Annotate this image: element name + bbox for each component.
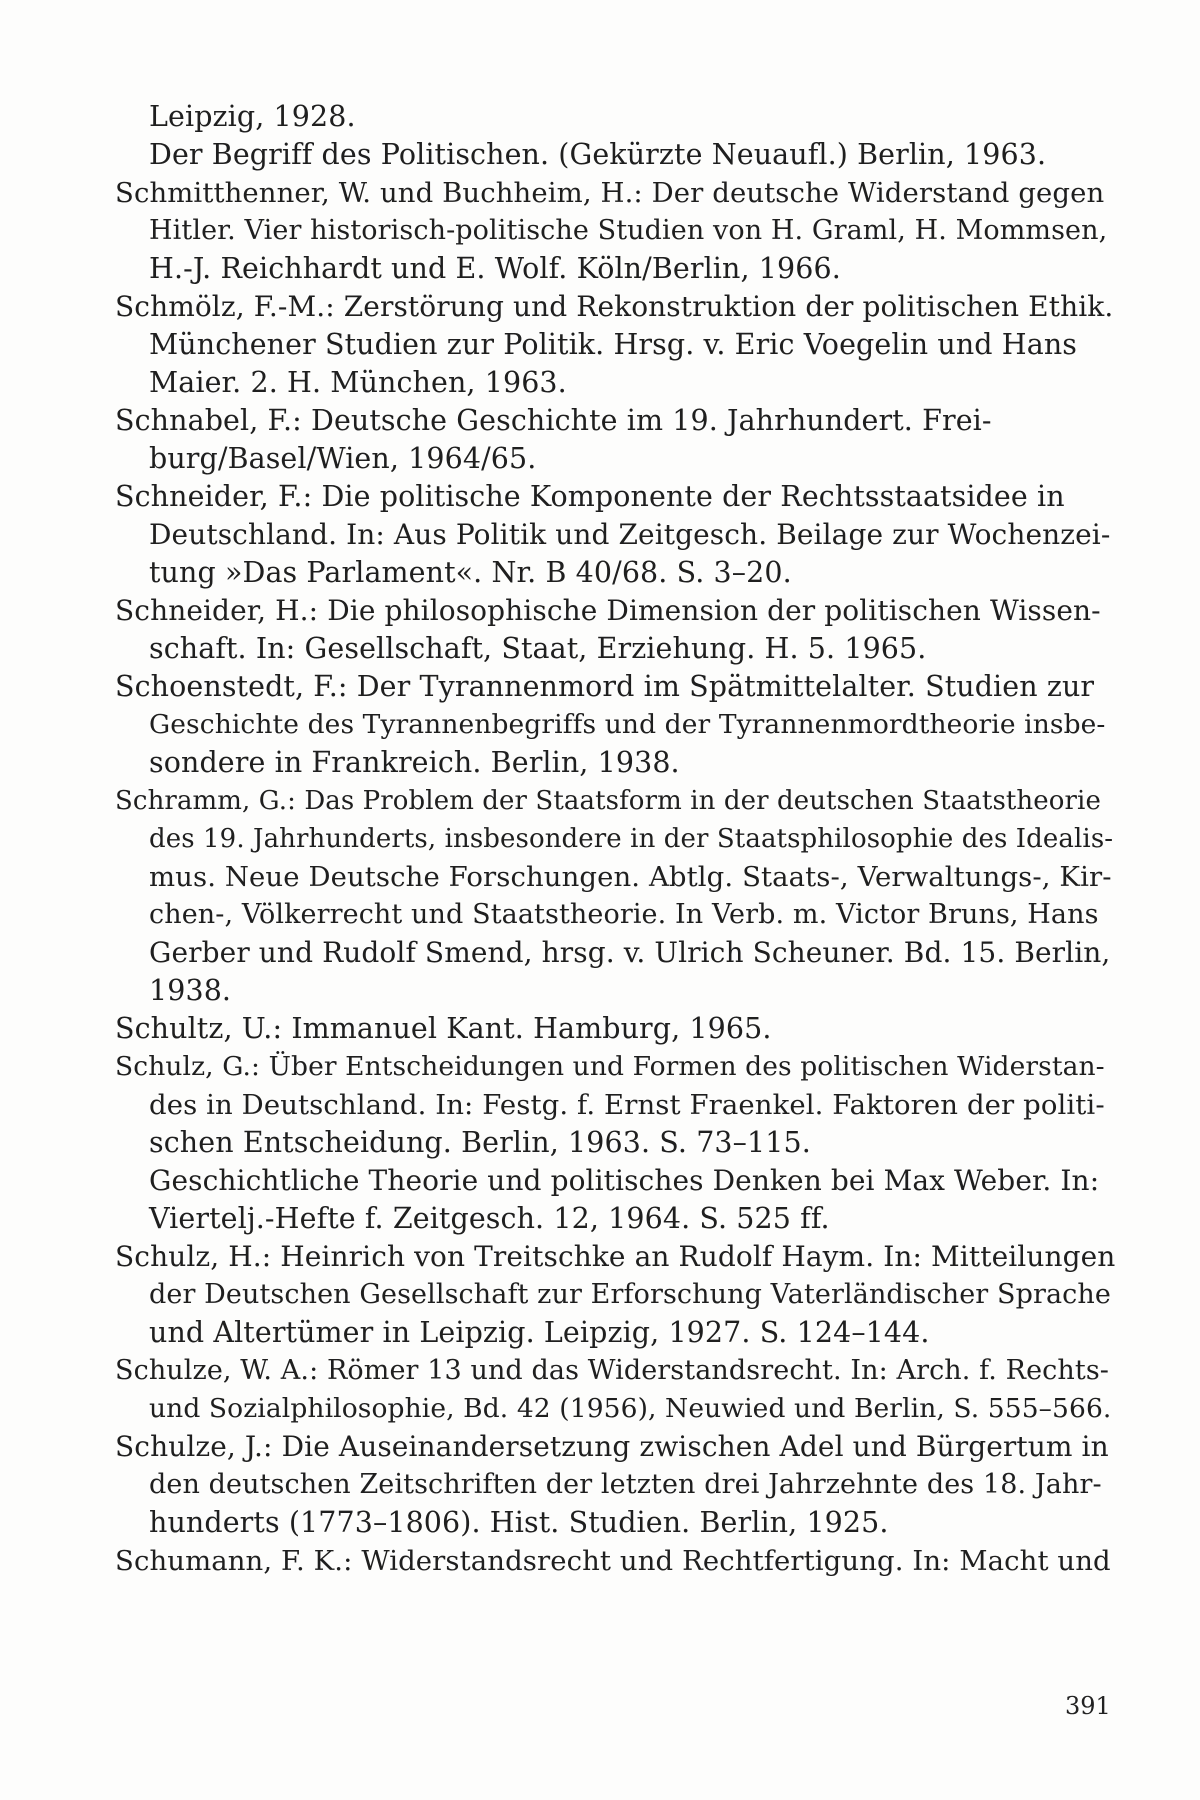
bibliography-text: [115, 98, 1115, 1580]
bibliography-line: Schmölz, F.-M.: Zerstörung und Rekonstruktion der politischen Ethik.: [115, 290, 1114, 323]
bibliography-line: des in Deutschland. In: Festg. f. Ernst Fraenkel. Faktoren der politi-: [149, 1089, 1105, 1121]
bibliography-line: Schnabel, F.: Deutsche Geschichte im 19. Jahrhundert. Frei-: [115, 404, 992, 437]
bibliography-line: Schulz, G.: Über Entscheidungen und Formen des politischen Widerstan-: [115, 1051, 1105, 1082]
bibliography-line: Geschichte des Tyrannenbegriffs und der Tyrannenmordtheorie insbe-: [149, 709, 1106, 740]
bibliography-line: 1938.: [149, 974, 232, 1007]
bibliography-line: chen-, Völkerrecht und Staatstheorie. In Verb. m. Victor Bruns, Hans: [149, 899, 1099, 930]
bibliography-line: sondere in Frankreich. Berlin, 1938.: [149, 746, 680, 779]
bibliography-line: Schulze, W. A.: Römer 13 und das Widerstandsrecht. In: Arch. f. Rechts-: [115, 1355, 1109, 1386]
bibliography-line: und Altertümer in Leipzig. Leipzig, 1927. S. 124–144.: [149, 1316, 930, 1349]
bibliography-line: Leipzig, 1928.: [149, 100, 356, 133]
bibliography-line: schaft. In: Gesellschaft, Staat, Erziehung. H. 5. 1965.: [149, 632, 927, 665]
bibliography-line: Geschichtliche Theorie und politisches Denken bei Max Weber. In:: [149, 1164, 1100, 1197]
bibliography-line: schen Entscheidung. Berlin, 1963. S. 73–115.: [149, 1126, 811, 1159]
bibliography-line: Schultz, U.: Immanuel Kant. Hamburg, 1965.: [115, 1012, 772, 1045]
bibliography-line: Schneider, H.: Die philosophische Dimension der politischen Wissen-: [115, 594, 1101, 627]
bibliography-line: Deutschland. In: Aus Politik und Zeitgesch. Beilage zur Wochenzei-: [149, 518, 1111, 551]
bibliography-line: Schulz, H.: Heinrich von Treitschke an Rudolf Haym. In: Mitteilungen: [115, 1240, 1116, 1273]
bibliography-line: Hitler. Vier historisch-politische Studien von H. Graml, H. Mommsen,: [149, 215, 1108, 246]
bibliography-line: und Sozialphilosophie, Bd. 42 (1956), Neuwied und Berlin, S. 555–566.: [149, 1393, 1112, 1424]
bibliography-line: Der Begriff des Politischen. (Gekürzte Neuaufl.) Berlin, 1963.: [149, 138, 1047, 171]
bibliography-line: mus. Neue Deutsche Forschungen. Abtlg. Staats-, Verwaltungs-, Kir-: [149, 861, 1112, 893]
bibliography-line: tung »Das Parlament«. Nr. B 40/68. S. 3–20.: [149, 556, 792, 589]
bibliography-line: Gerber und Rudolf Smend, hrsg. v. Ulrich Scheuner. Bd. 15. Berlin,: [149, 936, 1111, 969]
bibliography-line: Schramm, G.: Das Problem der Staatsform in der deutschen Staatstheorie: [115, 786, 1101, 816]
bibliography-line: Schoenstedt, F.: Der Tyrannenmord im Spätmittelalter. Studien zur: [115, 670, 1095, 703]
bibliography-line: hunderts (1773–1806). Hist. Studien. Berlin, 1925.: [149, 1506, 889, 1539]
bibliography-line: des 19. Jahrhunderts, insbesondere in der Staatsphilosophie des Idealis-: [149, 824, 1114, 854]
bibliography-line: H.-J. Reichhardt und E. Wolf. Köln/Berlin, 1966.: [149, 252, 841, 285]
bibliography-line: Schneider, F.: Die politische Komponente der Rechtsstaatsidee in: [115, 480, 1065, 513]
bibliography-line: den deutschen Zeitschriften der letzten drei Jahrzehnte des 18. Jahr-: [149, 1469, 1102, 1500]
bibliography-line: Münchener Studien zur Politik. Hrsg. v. Eric Voegelin und Hans: [149, 328, 1078, 361]
page-number: 391: [1065, 1692, 1111, 1720]
bibliography-line: der Deutschen Gesellschaft zur Erforschung Vaterländischer Sprache: [149, 1279, 1111, 1310]
bibliography-line: Schulze, J.: Die Auseinandersetzung zwischen Adel und Bürgertum in: [115, 1430, 1109, 1463]
bibliography-line: burg/Basel/Wien, 1964/65.: [149, 442, 537, 475]
bibliography-line: Schmitthenner, W. und Buchheim, H.: Der deutsche Widerstand gegen: [115, 177, 1105, 209]
bibliography-line: Schumann, F. K.: Widerstandsrecht und Rechtfertigung. In: Macht und: [115, 1545, 1111, 1577]
bibliography-line: Maier. 2. H. München, 1963.: [149, 366, 567, 399]
bibliography-line: Viertelj.-Hefte f. Zeitgesch. 12, 1964. S. 525 ff.: [149, 1202, 830, 1235]
